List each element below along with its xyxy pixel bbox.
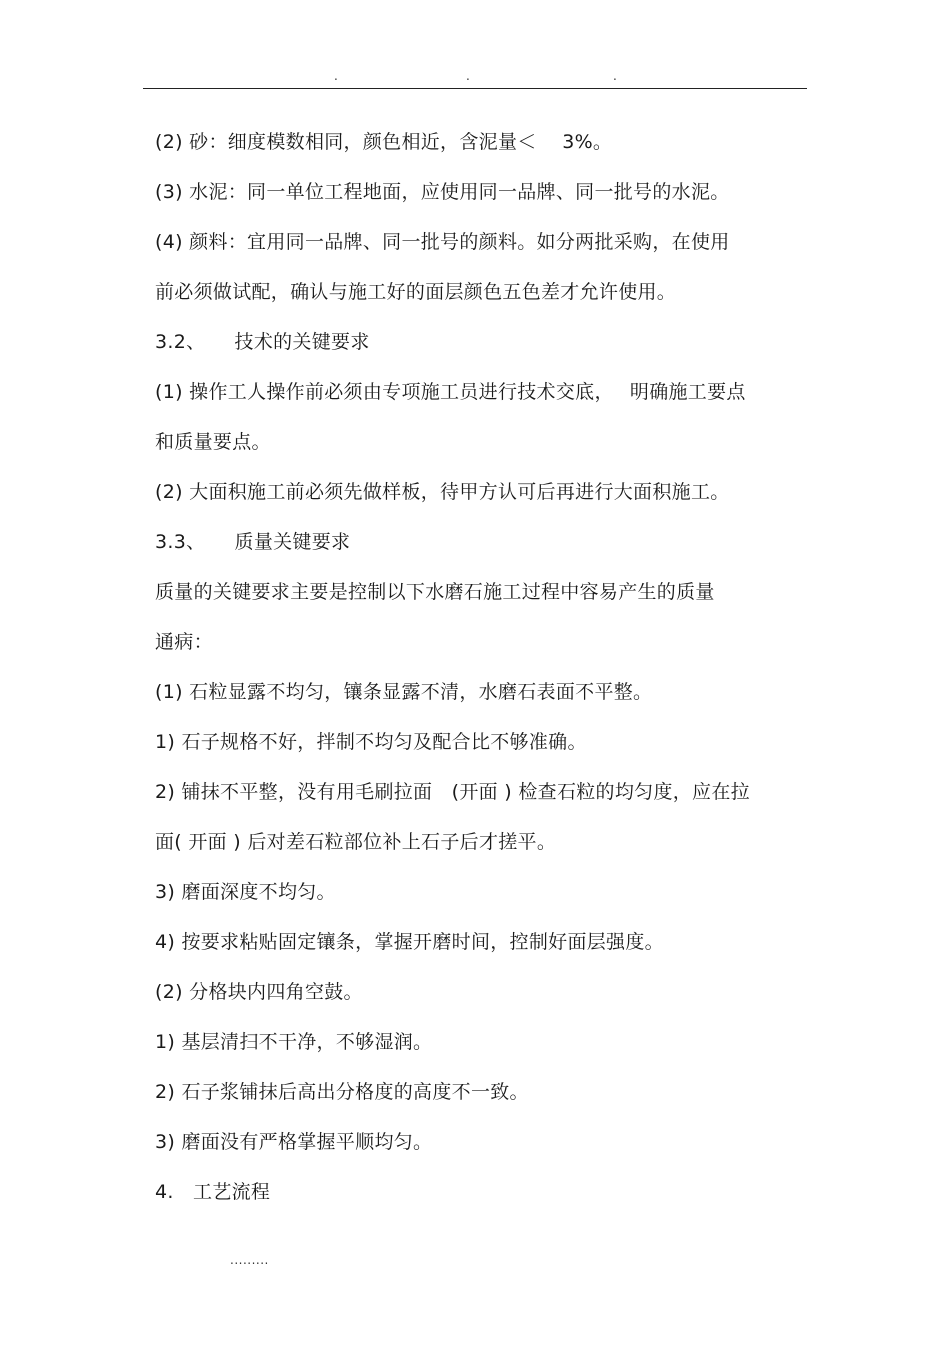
text-line: 质量的关键要求主要是控制以下水磨石施工过程中容易产生的质量: [155, 581, 715, 603]
text-line: 和质量要点。: [155, 431, 271, 453]
section-heading: 4. 工艺流程: [155, 1181, 271, 1203]
header-dot: .: [334, 69, 338, 83]
text-line: 通病：: [155, 631, 213, 653]
footer-dots: .........: [230, 1253, 269, 1267]
text-line: (1) 石粒显露不均匀，镶条显露不清，水磨石表面不平整。: [155, 681, 653, 703]
text-line: (2) 砂：细度模数相同，颜色相近，含泥量＜ 3%。: [155, 131, 613, 153]
header-dot: .: [466, 69, 470, 83]
text-line: 1) 基层清扫不干净，不够湿润。: [155, 1031, 433, 1053]
text-line: 2) 铺抹不平整，没有用毛刷拉面 (开面 ) 检查石粒的均匀度，应在拉: [155, 781, 750, 803]
text-line: (4) 颜料：宜用同一品牌、同一批号的颜料。如分两批采购，在使用: [155, 231, 730, 253]
text-line: 3) 磨面没有严格掌握平顺均匀。: [155, 1131, 433, 1153]
text-line: (3) 水泥：同一单位工程地面，应使用同一品牌、同一批号的水泥。: [155, 181, 730, 203]
text-line: (2) 分格块内四角空鼓。: [155, 981, 363, 1003]
text-line: 3) 磨面深度不均匀。: [155, 881, 336, 903]
header-dot: .: [613, 69, 617, 83]
text-line: 1) 石子规格不好，拌制不均匀及配合比不够准确。: [155, 731, 587, 753]
text-line: 面( 开面 ) 后对差石粒部位补上石子后才搓平。: [155, 831, 557, 853]
text-line: (2) 大面积施工前必须先做样板，待甲方认可后再进行大面积施工。: [155, 481, 730, 503]
header-rule: [143, 88, 807, 89]
text-line: 前必须做试配，确认与施工好的面层颜色五色差才允许使用。: [155, 281, 677, 303]
section-heading: 3.3、 质量关键要求: [155, 531, 351, 553]
text-line: 2) 石子浆铺抹后高出分格度的高度不一致。: [155, 1081, 529, 1103]
section-heading: 3.2、 技术的关键要求: [155, 331, 370, 353]
text-line: (1) 操作工人操作前必须由专项施工员进行技术交底， 明确施工要点: [155, 381, 746, 403]
text-line: 4) 按要求粘贴固定镶条，掌握开磨时间，控制好面层强度。: [155, 931, 664, 953]
